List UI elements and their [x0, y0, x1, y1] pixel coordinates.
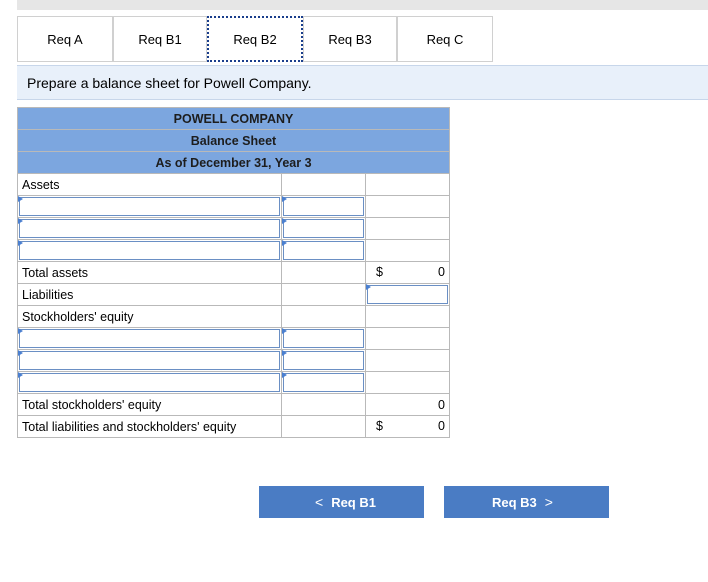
total-assets-label: Total assets	[18, 262, 282, 284]
assets-label: Assets	[18, 174, 282, 196]
empty-cell	[366, 218, 450, 240]
next-req-label: Req B3	[492, 494, 537, 510]
dropdown-marker-icon	[282, 218, 287, 224]
empty-cell	[282, 416, 366, 438]
top-bar	[17, 0, 708, 10]
dropdown-marker-icon	[18, 218, 23, 224]
tab-label: Req B3	[328, 31, 372, 47]
equity-amount-input[interactable]	[282, 328, 366, 350]
next-req-button[interactable]	[444, 486, 609, 518]
tab-req-c[interactable]	[397, 16, 493, 62]
dropdown-marker-icon	[282, 240, 287, 246]
chevron-right-icon: >	[544, 494, 553, 510]
empty-cell	[282, 174, 366, 196]
asset-amount-input[interactable]	[282, 218, 366, 240]
dropdown-marker-icon	[282, 196, 287, 202]
total-equity-value: 0	[366, 394, 450, 416]
currency-symbol: $	[376, 265, 383, 279]
tab-label: Req B2	[233, 31, 277, 47]
tab-req-b3[interactable]	[303, 16, 397, 62]
empty-cell	[282, 262, 366, 284]
empty-cell	[366, 196, 450, 218]
prev-req-label: Req B1	[331, 494, 376, 510]
tab-label: Req B1	[138, 31, 182, 47]
asset-name-input[interactable]	[18, 196, 282, 218]
prev-req-button[interactable]	[259, 486, 424, 518]
tab-req-b1[interactable]	[113, 16, 207, 62]
total-assets-value	[366, 262, 450, 284]
equity-name-input[interactable]	[18, 350, 282, 372]
company-name: POWELL COMPANY	[18, 108, 450, 130]
equity-amount-input[interactable]	[282, 350, 366, 372]
dropdown-marker-icon	[18, 350, 23, 356]
empty-cell	[366, 350, 450, 372]
dropdown-marker-icon	[18, 328, 23, 334]
dropdown-marker-icon	[282, 328, 287, 334]
dropdown-marker-icon	[18, 196, 23, 202]
tab-req-b2[interactable]	[207, 16, 303, 62]
dropdown-marker-icon	[282, 350, 287, 356]
total-assets-amount: 0	[438, 265, 445, 279]
total-liabilities-equity-label: Total liabilities and stockholders' equity	[18, 416, 282, 438]
dropdown-marker-icon	[18, 240, 23, 246]
empty-cell	[366, 306, 450, 328]
total-equity-label: Total stockholders' equity	[18, 394, 282, 416]
total-liabilities-equity-amount: 0	[438, 419, 445, 433]
empty-cell	[282, 284, 366, 306]
equity-name-input[interactable]	[18, 328, 282, 350]
statement-title: Balance Sheet	[18, 130, 450, 152]
empty-cell	[366, 174, 450, 196]
empty-cell	[282, 306, 366, 328]
instruction-text: Prepare a balance sheet for Powell Company.	[27, 74, 312, 91]
liabilities-label: Liabilities	[18, 284, 282, 306]
asset-name-input[interactable]	[18, 240, 282, 262]
tab-req-a[interactable]	[17, 16, 113, 62]
instruction-banner	[17, 65, 708, 100]
empty-cell	[366, 240, 450, 262]
equity-amount-input[interactable]	[282, 372, 366, 394]
statement-date: As of December 31, Year 3	[18, 152, 450, 174]
dropdown-marker-icon	[282, 372, 287, 378]
dropdown-marker-icon	[18, 372, 23, 378]
liabilities-amount-input[interactable]	[366, 284, 450, 306]
equity-name-input[interactable]	[18, 372, 282, 394]
asset-amount-input[interactable]	[282, 196, 366, 218]
balance-sheet-table	[17, 107, 450, 438]
tab-label: Req A	[47, 31, 83, 47]
empty-cell	[366, 372, 450, 394]
tab-label: Req C	[426, 31, 464, 47]
total-liabilities-equity-value	[366, 416, 450, 438]
asset-amount-input[interactable]	[282, 240, 366, 262]
chevron-left-icon: <	[315, 494, 324, 510]
dropdown-marker-icon	[366, 284, 371, 290]
empty-cell	[282, 394, 366, 416]
equity-label: Stockholders' equity	[18, 306, 282, 328]
asset-name-input[interactable]	[18, 218, 282, 240]
currency-symbol: $	[376, 419, 383, 433]
empty-cell	[366, 328, 450, 350]
